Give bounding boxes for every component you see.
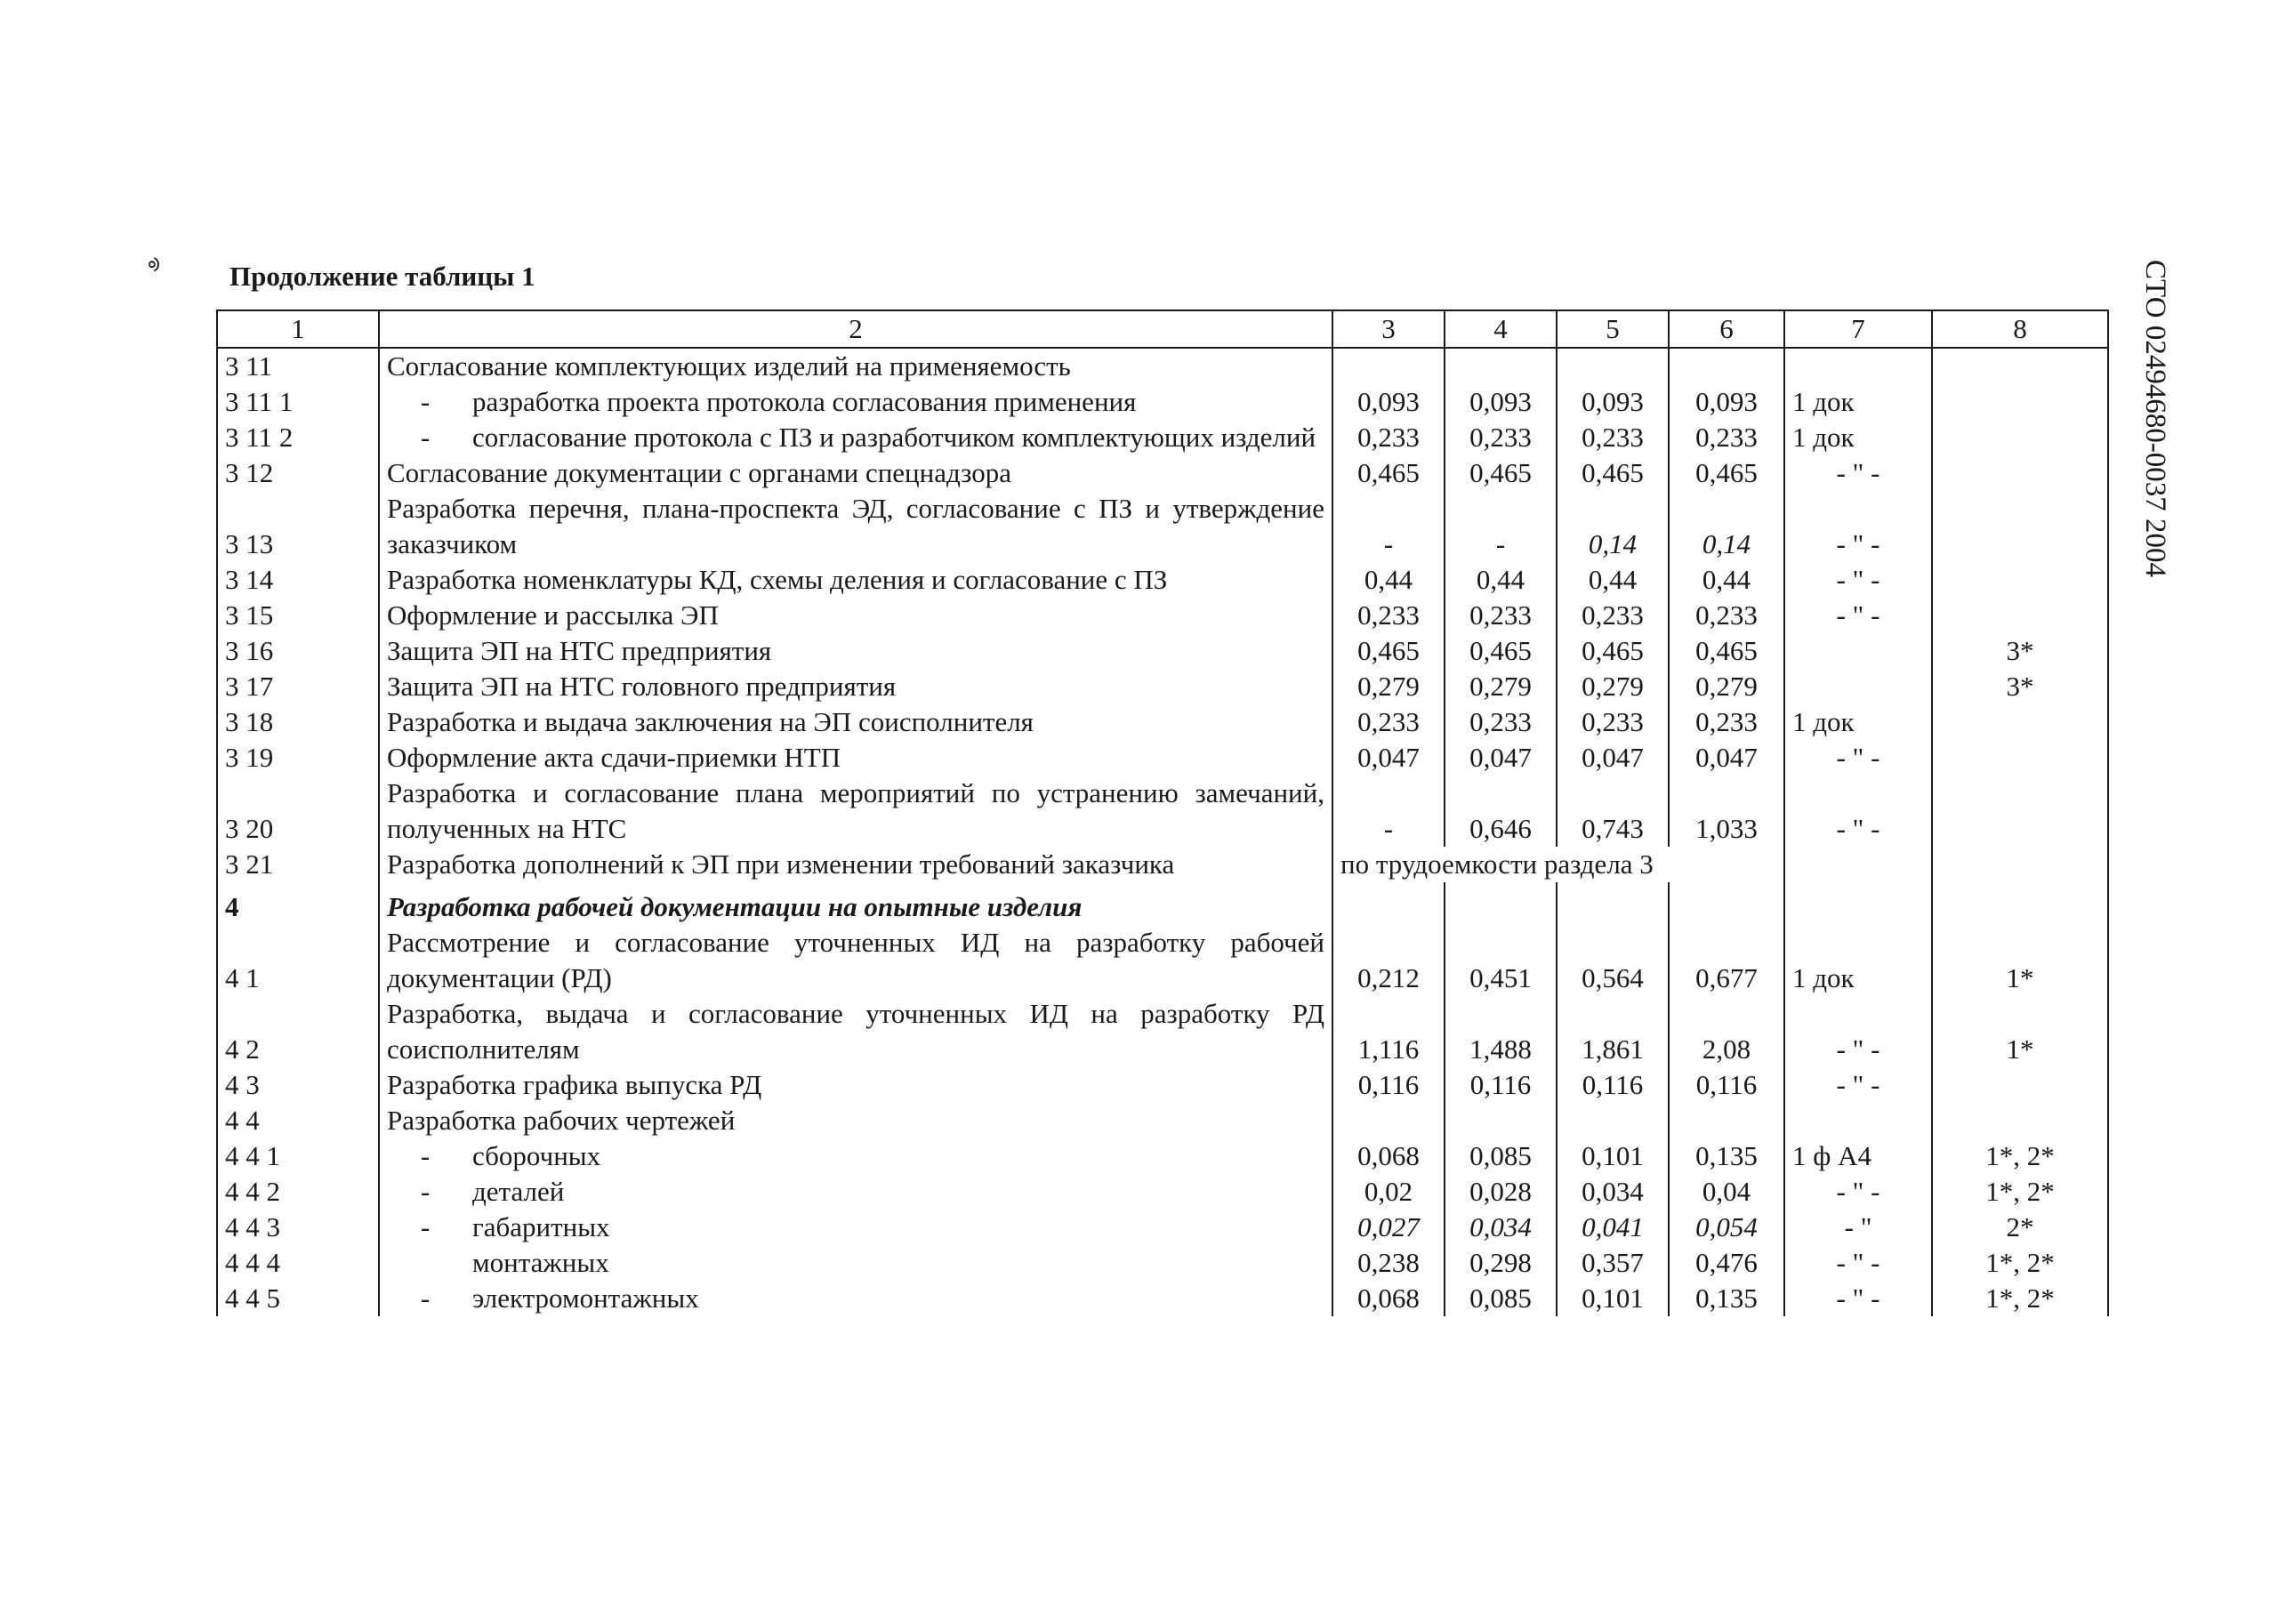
value-col-6: 0,677 (1669, 925, 1784, 996)
table-row (217, 384, 2108, 420)
work-description (379, 882, 1332, 925)
row-number: 3 13 (217, 491, 379, 562)
value-col-6: 0,233 (1669, 704, 1784, 740)
row-number: 4 4 3 (217, 1210, 379, 1245)
work-description (379, 1281, 1332, 1316)
unit-cell: 1 док (1784, 925, 1932, 996)
table-row (217, 1138, 2108, 1174)
table-row (217, 1103, 2108, 1138)
unit-cell: - " - (1784, 740, 1932, 776)
note-cell (1932, 704, 2108, 740)
description-text: Согласование комплектующих изделий на применяемость (387, 350, 1071, 382)
value-col-5: 0,101 (1557, 1138, 1669, 1174)
value-col-4: 0,085 (1445, 1138, 1557, 1174)
table-row (217, 669, 2108, 704)
description-text: Разработка и выдача заключения на ЭП соисполнителя (387, 706, 1034, 737)
value-col-3: 0,116 (1332, 1067, 1445, 1103)
unit-cell: 1 док (1784, 384, 1932, 420)
list-dash: - (421, 1282, 431, 1314)
work-description (379, 1245, 1332, 1281)
description-text: Оформление и рассылка ЭП (387, 599, 719, 631)
description-text: Разработка номенклатуры КД, схемы деления и согласование с ПЗ (387, 564, 1168, 595)
description-text: Разработка рабочей документации на опытные изделия (387, 891, 1083, 922)
norms-table (216, 310, 2109, 1316)
value-col-5: 0,093 (1557, 384, 1669, 420)
value-col-4: 0,279 (1445, 669, 1557, 704)
unit-cell (1784, 348, 1932, 384)
value-col-5: 0,233 (1557, 704, 1669, 740)
note-cell (1932, 740, 2108, 776)
value-col-5: 0,465 (1557, 455, 1669, 491)
note-cell (1932, 562, 2108, 598)
value-col-3: 0,233 (1332, 704, 1445, 740)
table-row (217, 491, 2108, 562)
description-text: габаритных (472, 1211, 610, 1242)
description-text: монтажных (472, 1247, 609, 1278)
work-description (379, 1103, 1332, 1138)
value-col-4: 0,047 (1445, 740, 1557, 776)
value-col-6: 0,233 (1669, 598, 1784, 633)
value-col-4: 0,465 (1445, 455, 1557, 491)
note-cell: 1*, 2* (1932, 1245, 2108, 1281)
work-description (379, 598, 1332, 633)
value-col-3: 0,279 (1332, 669, 1445, 704)
description-text: Разработка и согласование плана мероприятий по устранению замечаний, полученных на НТС (387, 777, 1324, 844)
table-row (217, 1210, 2108, 1245)
note-cell (1932, 348, 2108, 384)
table-row (217, 1281, 2108, 1316)
empty-cell (1669, 882, 1784, 925)
unit-cell: 1 док (1784, 420, 1932, 455)
value-col-5: 0,564 (1557, 925, 1669, 996)
table-row (217, 348, 2108, 384)
unit-cell (1784, 669, 1932, 704)
corner-mark: ᢀ (148, 255, 160, 278)
row-number: 4 4 4 (217, 1245, 379, 1281)
value-col-6: 0,04 (1669, 1174, 1784, 1210)
table-row (217, 1245, 2108, 1281)
value-col-5: 0,357 (1557, 1245, 1669, 1281)
unit-cell: - " - (1784, 598, 1932, 633)
value-col-6: 0,465 (1669, 633, 1784, 669)
value-col-6: 0,44 (1669, 562, 1784, 598)
value-col-6 (1669, 348, 1784, 384)
work-description (379, 996, 1332, 1067)
description-text: Разработка рабочих чертежей (387, 1105, 736, 1136)
value-col-6: 0,116 (1669, 1067, 1784, 1103)
description-text: Разработка графика выпуска РД (387, 1069, 762, 1100)
value-col-6: 1,033 (1669, 776, 1784, 847)
value-col-4: 0,034 (1445, 1210, 1557, 1245)
header-row (217, 310, 2108, 348)
value-col-3 (1332, 1103, 1445, 1138)
description-text: Разработка перечня, плана-проспекта ЭД, согласование с ПЗ и утверждение заказчиком (387, 493, 1324, 559)
value-col-6: 0,135 (1669, 1138, 1784, 1174)
work-description (379, 491, 1332, 562)
value-col-3: 0,233 (1332, 598, 1445, 633)
list-dash: - (421, 1176, 431, 1207)
list-dash: - (421, 1140, 431, 1171)
work-description (379, 669, 1332, 704)
work-description (379, 1210, 1332, 1245)
unit-cell: - " - (1784, 455, 1932, 491)
column-header-6: 6 (1669, 310, 1784, 348)
row-number: 4 4 1 (217, 1138, 379, 1174)
row-number: 3 11 2 (217, 420, 379, 455)
column-header-8: 8 (1932, 310, 2108, 348)
row-number: 3 11 1 (217, 384, 379, 420)
note-cell: 2* (1932, 1210, 2108, 1245)
note-cell (1932, 455, 2108, 491)
unit-cell: - " (1784, 1210, 1932, 1245)
row-number: 3 16 (217, 633, 379, 669)
value-col-5: 0,116 (1557, 1067, 1669, 1103)
document-code-label: СТО 02494680-0037 2004 (2139, 260, 2171, 578)
unit-cell: - " - (1784, 562, 1932, 598)
list-dash: - (421, 386, 431, 417)
description-text: электромонтажных (472, 1282, 699, 1314)
row-number: 3 21 (217, 847, 379, 882)
description-text: разработка проекта протокола согласования применения (472, 386, 1137, 417)
column-header-7: 7 (1784, 310, 1932, 348)
note-cell (1932, 776, 2108, 847)
row-number: 4 2 (217, 996, 379, 1067)
value-col-6: 0,14 (1669, 491, 1784, 562)
value-col-6: 0,476 (1669, 1245, 1784, 1281)
unit-cell (1784, 633, 1932, 669)
description-text: Разработка, выдача и согласование уточненных ИД на разработку РД соисполнителям (387, 998, 1324, 1065)
value-col-3: 0,465 (1332, 633, 1445, 669)
value-col-4: 0,093 (1445, 384, 1557, 420)
description-text: деталей (472, 1176, 565, 1207)
note-cell (1932, 491, 2108, 562)
work-description (379, 1067, 1332, 1103)
row-number: 4 1 (217, 925, 379, 996)
note-cell: 3* (1932, 633, 2108, 669)
row-number: 4 3 (217, 1067, 379, 1103)
table-row (217, 740, 2108, 776)
value-col-3: 0,093 (1332, 384, 1445, 420)
row-number: 3 12 (217, 455, 379, 491)
unit-cell: - " - (1784, 1245, 1932, 1281)
value-col-5: 0,465 (1557, 633, 1669, 669)
empty-cell (1932, 882, 2108, 925)
unit-cell: 1 ф А4 (1784, 1138, 1932, 1174)
value-col-4: 0,116 (1445, 1067, 1557, 1103)
value-col-4: 0,028 (1445, 1174, 1557, 1210)
value-col-4: 0,085 (1445, 1281, 1557, 1316)
row-number: 3 14 (217, 562, 379, 598)
note-cell (1932, 1103, 2108, 1138)
value-col-4 (1445, 348, 1557, 384)
value-col-6: 0,465 (1669, 455, 1784, 491)
row-number: 4 4 5 (217, 1281, 379, 1316)
document-code-vertical (2110, 260, 2181, 607)
table-row (217, 1174, 2108, 1210)
row-number: 3 15 (217, 598, 379, 633)
value-col-4: 0,44 (1445, 562, 1557, 598)
value-col-3: 0,02 (1332, 1174, 1445, 1210)
value-col-4: - (1445, 491, 1557, 562)
value-col-3: 0,465 (1332, 455, 1445, 491)
description-text: Защита ЭП на НТС головного предприятия (387, 671, 897, 702)
value-col-3: 0,068 (1332, 1138, 1445, 1174)
value-col-5 (1557, 348, 1669, 384)
work-description (379, 847, 1332, 882)
note-cell (1932, 420, 2108, 455)
value-col-5: 0,14 (1557, 491, 1669, 562)
table-row (217, 562, 2108, 598)
list-dash: - (421, 422, 431, 453)
description-text: Оформление акта сдачи-приемки НТП (387, 742, 841, 773)
work-description (379, 348, 1332, 384)
description-text: согласование протокола с ПЗ и разработчиком комплектующих изделий (472, 422, 1316, 453)
table-row (217, 455, 2108, 491)
value-col-3: 0,238 (1332, 1245, 1445, 1281)
value-col-4: 1,488 (1445, 996, 1557, 1067)
value-col-5: 0,041 (1557, 1210, 1669, 1245)
note-cell: 3* (1932, 669, 2108, 704)
value-col-6 (1669, 1103, 1784, 1138)
table-row (217, 704, 2108, 740)
column-header-4: 4 (1445, 310, 1557, 348)
empty-cell (1445, 882, 1557, 925)
value-col-3 (1332, 348, 1445, 384)
note-cell: 1*, 2* (1932, 1281, 2108, 1316)
value-col-5: 0,279 (1557, 669, 1669, 704)
value-col-3: 0,047 (1332, 740, 1445, 776)
table-row (217, 776, 2108, 847)
value-col-5: 0,44 (1557, 562, 1669, 598)
note-cell (1932, 384, 2108, 420)
value-col-5: 0,047 (1557, 740, 1669, 776)
note-cell (1932, 1067, 2108, 1103)
value-col-5: 1,861 (1557, 996, 1669, 1067)
empty-cell (1557, 882, 1669, 925)
unit-cell: - " - (1784, 776, 1932, 847)
work-description (379, 740, 1332, 776)
value-col-3: - (1332, 776, 1445, 847)
value-col-5: 0,101 (1557, 1281, 1669, 1316)
value-col-4: 0,298 (1445, 1245, 1557, 1281)
column-header-5: 5 (1557, 310, 1669, 348)
work-description (379, 1174, 1332, 1210)
value-col-3: 1,116 (1332, 996, 1445, 1067)
description-text: Рассмотрение и согласование уточненных ИД на разработку рабочей документации (РД) (387, 927, 1324, 993)
unit-cell: - " - (1784, 996, 1932, 1067)
value-col-3: 0,068 (1332, 1281, 1445, 1316)
value-col-4: 0,233 (1445, 704, 1557, 740)
row-number: 4 4 2 (217, 1174, 379, 1210)
row-number: 3 18 (217, 704, 379, 740)
row-number: 3 19 (217, 740, 379, 776)
table-row (217, 633, 2108, 669)
note-cell: 1*, 2* (1932, 1138, 2108, 1174)
list-dash: - (421, 1211, 431, 1242)
unit-cell: - " - (1784, 491, 1932, 562)
description-text: сборочных (472, 1140, 601, 1171)
value-col-4: 0,646 (1445, 776, 1557, 847)
empty-cell (1332, 882, 1445, 925)
value-col-6: 0,047 (1669, 740, 1784, 776)
table-row (217, 847, 2108, 882)
note-cell (1932, 598, 2108, 633)
unit-cell: - " - (1784, 1281, 1932, 1316)
value-col-5: 0,233 (1557, 598, 1669, 633)
value-col-3: 0,212 (1332, 925, 1445, 996)
value-col-3: - (1332, 491, 1445, 562)
value-col-6: 2,08 (1669, 996, 1784, 1067)
value-col-5 (1557, 1103, 1669, 1138)
value-col-6: 0,279 (1669, 669, 1784, 704)
value-col-4: 0,233 (1445, 598, 1557, 633)
unit-cell: 1 док (1784, 704, 1932, 740)
value-col-3: 0,233 (1332, 420, 1445, 455)
work-description (379, 420, 1332, 455)
unit-cell (1784, 847, 1932, 882)
table-row (217, 420, 2108, 455)
value-col-6: 0,233 (1669, 420, 1784, 455)
row-number: 3 11 (217, 348, 379, 384)
description-text: Разработка дополнений к ЭП при изменении требований заказчика (387, 848, 1175, 880)
value-col-3: 0,027 (1332, 1210, 1445, 1245)
work-description (379, 704, 1332, 740)
column-header-3: 3 (1332, 310, 1445, 348)
note-cell: 1* (1932, 996, 2108, 1067)
unit-cell (1784, 1103, 1932, 1138)
row-number: 3 17 (217, 669, 379, 704)
work-description (379, 1138, 1332, 1174)
value-col-6: 0,135 (1669, 1281, 1784, 1316)
description-text: Согласование документации с органами спецнадзора (387, 457, 1011, 488)
table-row (217, 598, 2108, 633)
row-number: 3 20 (217, 776, 379, 847)
note-cell: 1* (1932, 925, 2108, 996)
note-cell: 1*, 2* (1932, 1174, 2108, 1210)
work-description (379, 925, 1332, 996)
work-description (379, 633, 1332, 669)
table-row (217, 925, 2108, 996)
table-body (217, 348, 2108, 1316)
work-description (379, 384, 1332, 420)
unit-cell: - " - (1784, 1067, 1932, 1103)
work-description (379, 776, 1332, 847)
table-row (217, 996, 2108, 1067)
row-number: 4 (217, 882, 379, 925)
value-col-4 (1445, 1103, 1557, 1138)
value-col-5: 0,743 (1557, 776, 1669, 847)
column-header-2: 2 (379, 310, 1332, 348)
description-text: Защита ЭП на НТС предприятия (387, 635, 772, 666)
merged-value: по трудоемкости раздела 3 (1332, 847, 1784, 882)
table-row (217, 1067, 2108, 1103)
work-description (379, 455, 1332, 491)
empty-cell (1784, 882, 1932, 925)
table-caption: Продолжение таблицы 1 (229, 261, 535, 292)
work-description (379, 562, 1332, 598)
value-col-4: 0,465 (1445, 633, 1557, 669)
value-col-5: 0,034 (1557, 1174, 1669, 1210)
column-header-1: 1 (217, 310, 379, 348)
unit-cell: - " - (1784, 1174, 1932, 1210)
value-col-3: 0,44 (1332, 562, 1445, 598)
value-col-6: 0,054 (1669, 1210, 1784, 1245)
row-number: 4 4 (217, 1103, 379, 1138)
section-row (217, 882, 2108, 925)
note-cell (1932, 847, 2108, 882)
value-col-5: 0,233 (1557, 420, 1669, 455)
value-col-4: 0,451 (1445, 925, 1557, 996)
value-col-6: 0,093 (1669, 384, 1784, 420)
value-col-4: 0,233 (1445, 420, 1557, 455)
